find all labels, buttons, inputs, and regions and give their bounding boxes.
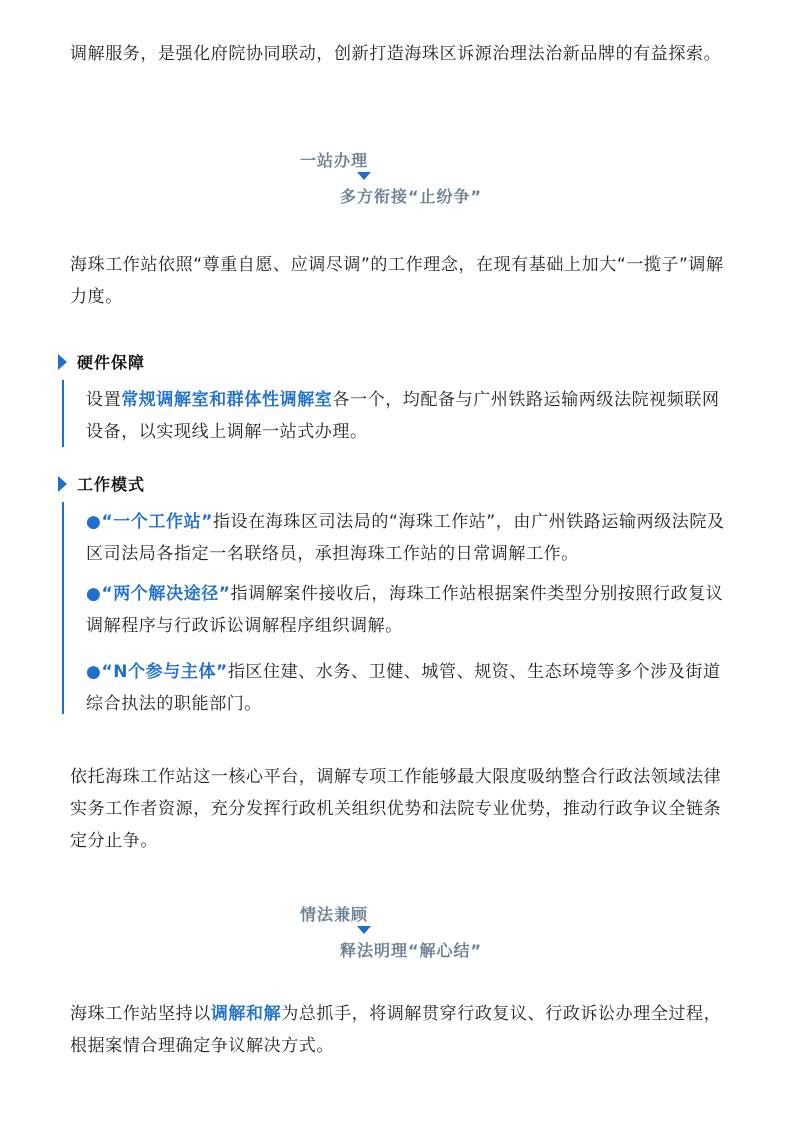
bullet-dot-icon: ● <box>86 584 102 604</box>
mode-item-1 <box>86 506 736 570</box>
paragraph-philosophy: 海珠工作站依照“尊重自愿、应调尽调”的工作理念，在现有基础上加大“一揽子”调解力度。 <box>70 255 724 307</box>
slogan-1-line-2: 多方衔接“止纷争” <box>340 187 483 206</box>
hardware-prefix: 设置 <box>86 390 122 410</box>
mode-item-text: 指区住建、水务、卫健、城管、规资、生态环境等多个涉及街道综合执法的职能部门。 <box>86 662 721 714</box>
mode-item-highlight: “一个工作站” <box>101 512 213 532</box>
hardware-paragraph <box>86 384 736 448</box>
bullet-dot-icon: ● <box>86 512 102 532</box>
mode-item-text: 指调解案件接收后，海珠工作站根据案件类型分别按照行政复议调解程序与行政诉讼调解程序组织调解。 <box>86 584 724 636</box>
hardware-suffix: 各一个，均配备与广州铁路运输两级法院视频联网设备，以实现线上调解一站式办理。 <box>86 390 720 442</box>
intro-paragraph: 调解服务，是强化府院协同联动，创新打造海珠区诉源治理法治新品牌的有益探索。 <box>70 44 722 64</box>
mediation-highlight: 调解和解 <box>210 1004 282 1024</box>
section-title-mode <box>58 472 145 495</box>
section-divider-bar <box>62 380 64 447</box>
section-label: 工作模式 <box>77 475 146 494</box>
mediation-prefix: 海珠工作站坚持以 <box>70 1004 211 1024</box>
triangle-right-icon <box>58 476 67 492</box>
slogan-1-line-1: 一站办理 <box>300 151 369 170</box>
mode-item-text: 指设在海珠区司法局的“海珠工作站”，由广州铁路运输两级法院及区司法局各指定一名联络员，承担海珠工作站的日常调解工作。 <box>86 512 725 564</box>
paragraph-mediation <box>70 998 730 1062</box>
slogan-2-line-2: 释法明理“解心结” <box>340 941 483 960</box>
mode-item-3 <box>86 656 736 720</box>
section-divider-bar <box>62 502 64 714</box>
slogan-2-line-1: 情法兼顾 <box>300 905 369 924</box>
arrow-down-icon <box>357 172 371 180</box>
mediation-suffix: 为总抓手，将调解贯穿行政复议、行政诉讼办理全过程，根据案情合理确定争议解决方式。 <box>70 1004 722 1056</box>
bullet-dot-icon: ● <box>86 662 102 682</box>
mode-item-highlight: “两个解决途径” <box>101 584 231 604</box>
mode-item-highlight: “N个参与主体” <box>101 662 228 682</box>
triangle-right-icon <box>58 354 67 370</box>
paragraph-platform: 依托海珠工作站这一核心平台，调解专项工作能够最大限度吸纳整合行政法领域法律实务工作者资源，充分发挥行政机关组织优势和法院专业优势，推动行政争议全链条定分止争。 <box>70 767 722 851</box>
mode-item-2 <box>86 578 736 642</box>
arrow-down-icon <box>357 926 371 934</box>
section-title-hardware <box>58 350 145 373</box>
section-label: 硬件保障 <box>77 353 146 372</box>
hardware-highlight: 常规调解室和群体性调解室 <box>121 390 333 410</box>
